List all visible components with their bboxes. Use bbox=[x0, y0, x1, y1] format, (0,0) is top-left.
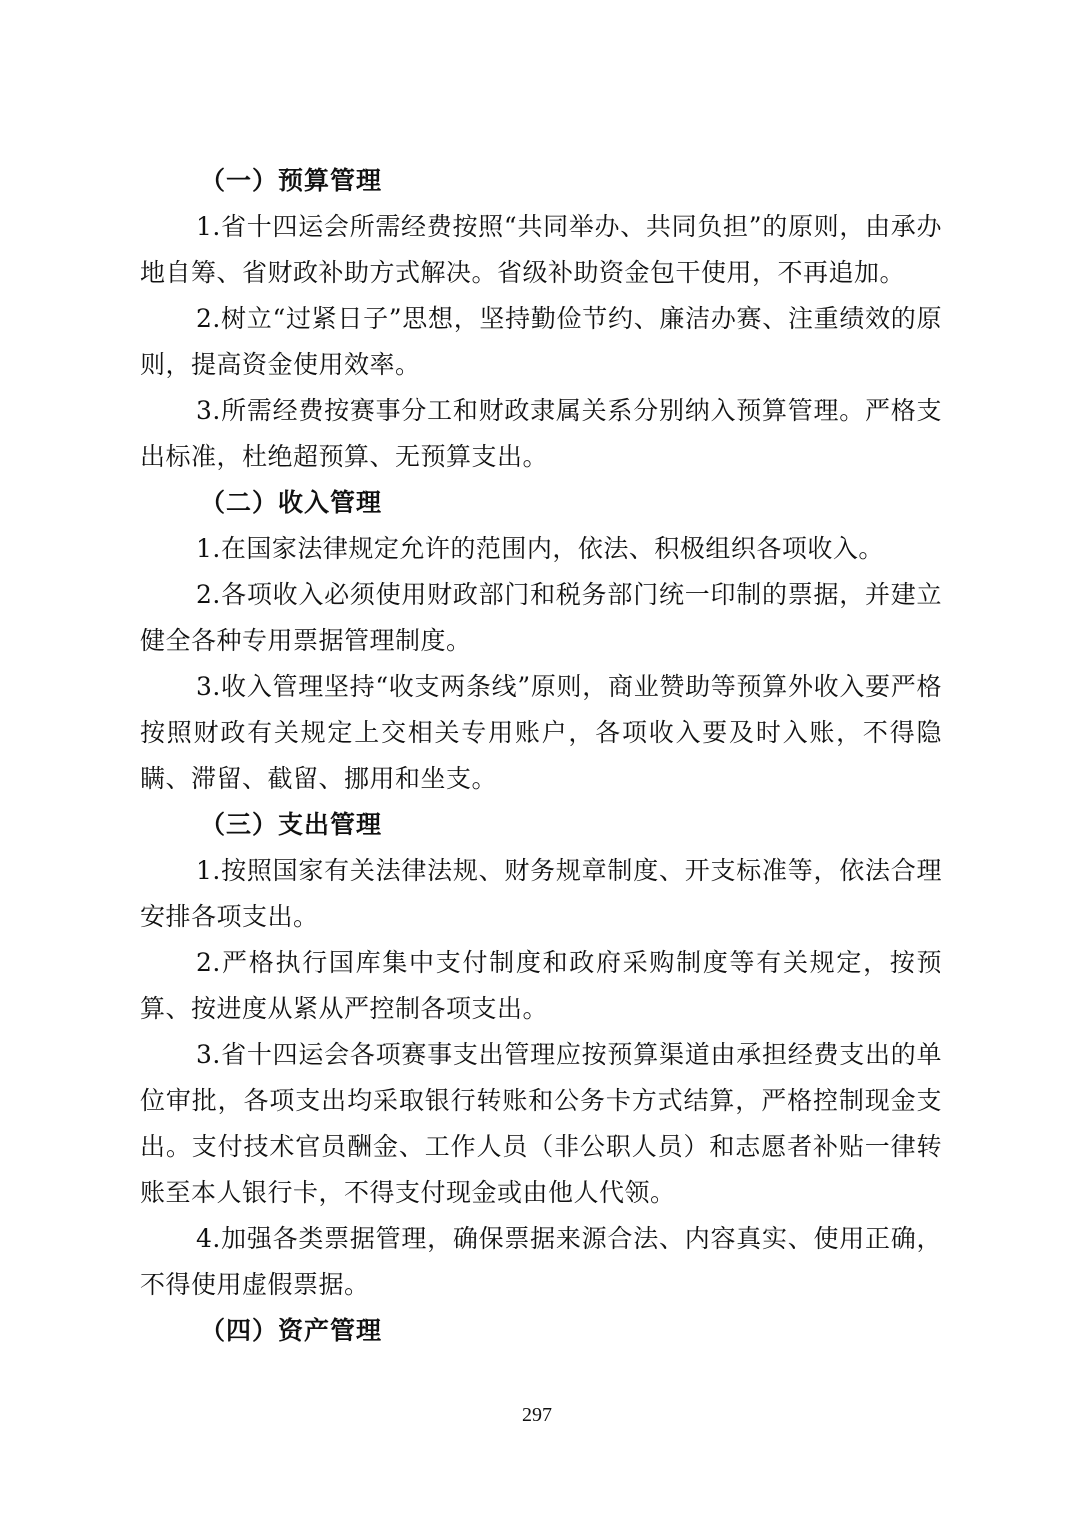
paragraph: 3.所需经费按赛事分工和财政隶属关系分别纳入预算管理。严格支出标准，杜绝超预算、无预算支出。 bbox=[140, 396, 942, 471]
page-number: 297 bbox=[522, 1404, 552, 1426]
paragraph: 2.各项收入必须使用财政部门和税务部门统一印制的票据，并建立健全各种专用票据管理制度。 bbox=[140, 580, 942, 655]
paragraph: 2.树立“过紧日子”思想，坚持勤俭节约、廉洁办赛、注重绩效的原则，提高资金使用效率。 bbox=[140, 304, 942, 379]
section-heading-assets: （四）资产管理 bbox=[200, 1316, 383, 1345]
paragraph: 3.省十四运会各项赛事支出管理应按预算渠道由承担经费支出的单位审批，各项支出均采取银行转账和公务卡方式结算，严格控制现金支出。支付技术官员酬金、工作人员（非公职人员）和志愿者补贴一律转账至本人银行卡，不得支付现金或由他人代领。 bbox=[140, 1040, 942, 1207]
paragraph: 2.严格执行国库集中支付制度和政府采购制度等有关规定，按预算、按进度从紧从严控制各项支出。 bbox=[140, 948, 942, 1023]
document-body bbox=[140, 158, 942, 1354]
section-heading-budget: （一）预算管理 bbox=[200, 166, 383, 195]
paragraph: 3.收入管理坚持“收支两条线”原则，商业赞助等预算外收入要严格按照财政有关规定上交相关专用账户，各项收入要及时入账，不得隐瞒、滞留、截留、挪用和坐支。 bbox=[140, 672, 942, 793]
paragraph: 1.省十四运会所需经费按照“共同举办、共同负担”的原则，由承办地自筹、省财政补助方式解决。省级补助资金包干使用，不再追加。 bbox=[140, 212, 942, 287]
paragraph: 1.在国家法律规定允许的范围内，依法、积极组织各项收入。 bbox=[196, 534, 884, 563]
paragraph: 4.加强各类票据管理，确保票据来源合法、内容真实、使用正确，不得使用虚假票据。 bbox=[140, 1224, 942, 1299]
paragraph: 1.按照国家有关法律法规、财务规章制度、开支标准等，依法合理安排各项支出。 bbox=[140, 856, 942, 931]
section-heading-expenditure: （三）支出管理 bbox=[200, 810, 383, 839]
section-heading-income: （二）收入管理 bbox=[200, 488, 383, 517]
